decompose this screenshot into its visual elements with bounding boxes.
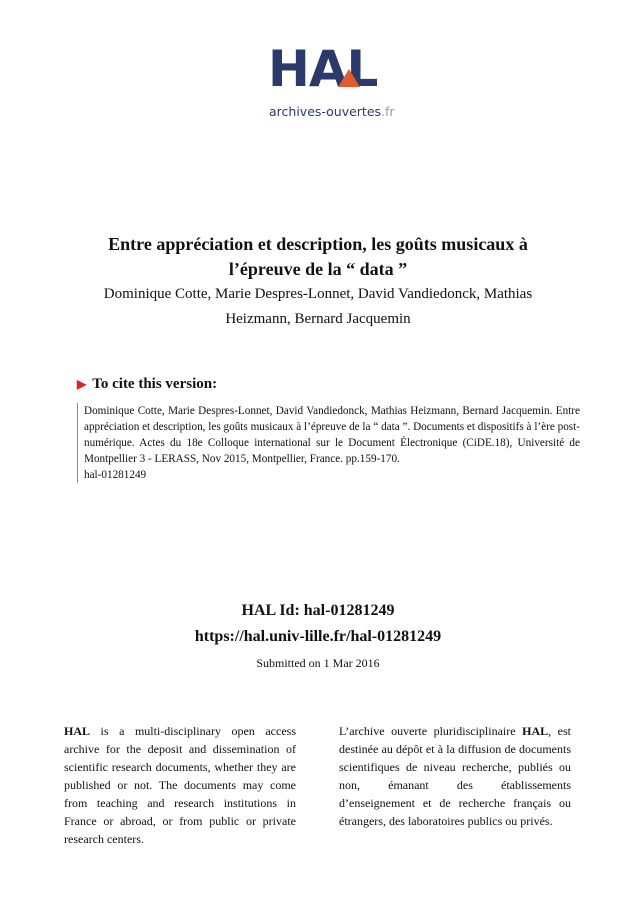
paper-authors: [60, 282, 576, 332]
hal-logo-triangle-icon: [338, 69, 360, 87]
cite-heading: [77, 376, 217, 393]
hal-logo: [268, 40, 408, 126]
authors-line-1: Dominique Cotte, Marie Despres-Lonnet, David Vandiedonck, Mathias: [103, 286, 533, 302]
title-line-1: Entre appréciation et description, les goûts musicaux à: [108, 234, 528, 254]
hal-logo-subtitle: [269, 104, 395, 119]
notice-fr-text-before: L’archive ouverte pluridisciplinaire: [339, 724, 523, 738]
notice-french: [339, 722, 571, 830]
citation-text: Dominique Cotte, Marie Despres-Lonnet, David Vandiedonck, Mathias Heizmann, Bernard Jacquemin. Entre appréciation et description, les goûts musicaux à l’épreuve de la “ data ”. Documents et dispositifs à l’ère post-numérique. Actes du 18e Colloque international sur le Document Électronique (CiDE.18), Université de Montpellier 3 - LERASS, Nov 2015, Montpellier, France. pp.159-170.: [84, 405, 580, 465]
hal-wordmark: HAL: [268, 40, 378, 98]
triangle-right-icon: ▶: [77, 377, 87, 391]
notice-fr-bold: HAL: [522, 724, 549, 738]
hal-id: HAL Id: hal-01281249: [241, 602, 395, 619]
submission-date: Submitted on 1 Mar 2016: [256, 656, 380, 670]
paper-title: [60, 232, 576, 282]
citation-block: [77, 403, 580, 483]
notice-fr-text-after: , est destinée au dépôt et à la diffusion de documents scientifiques de niveau recherche, publiés ou non, émanant des établissements d’enseignement et de recherche français ou étrangers, des laboratoires publics ou privés.: [339, 724, 571, 828]
cite-heading-text: To cite this version:: [92, 376, 218, 392]
notice-en-bold: HAL: [64, 724, 91, 738]
citation-hal-id: hal-01281249: [84, 469, 147, 481]
notice-en-text: is a multi-disciplinary open access archive for the deposit and dissemination of scientific research documents, whether they are published or not. The documents may come from teaching and research institutions in France or abroad, or from public or private research centers.: [64, 724, 296, 846]
notice-english: [64, 722, 296, 848]
hal-url-link[interactable]: https://hal.univ-lille.fr/hal-01281249: [194, 628, 442, 645]
logo-subtitle-text: archives-ouvertes: [269, 104, 382, 119]
authors-line-2: Heizmann, Bernard Jacquemin: [225, 311, 411, 327]
logo-subtitle-suffix: .fr: [381, 104, 395, 119]
title-line-2: l’épreuve de la “ data ”: [228, 259, 408, 279]
